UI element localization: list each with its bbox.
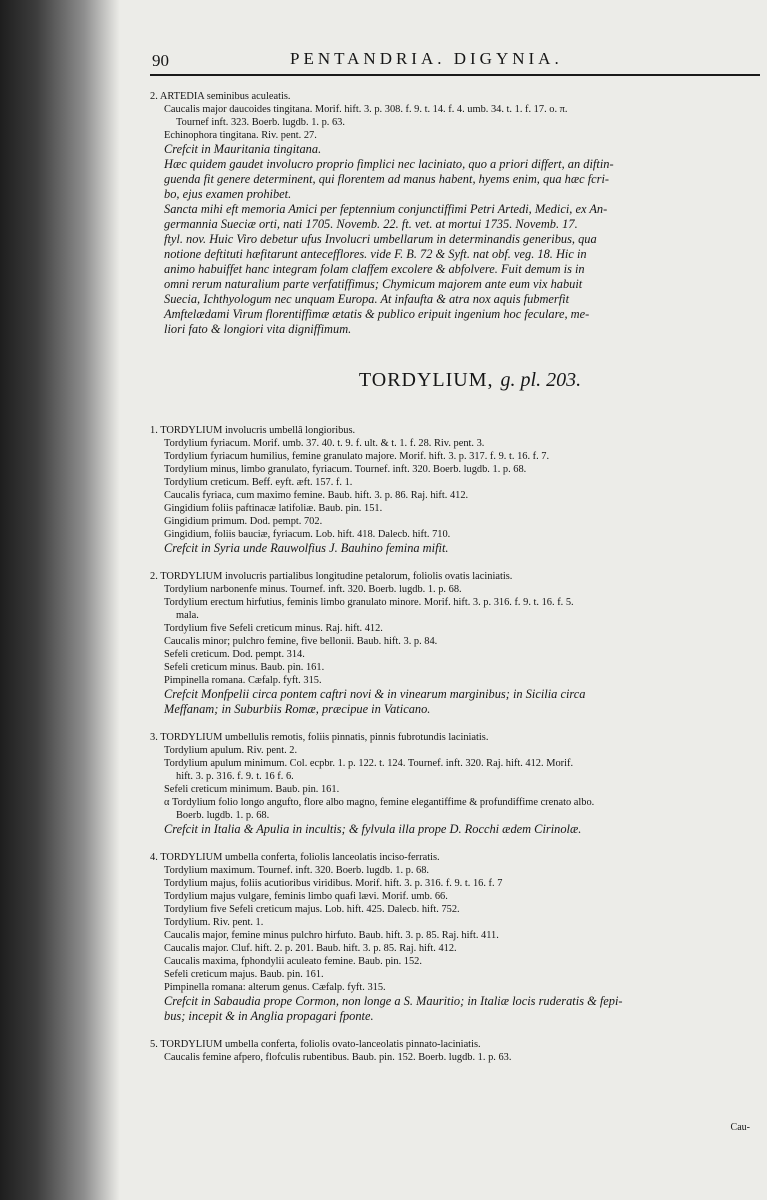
section-title bbox=[150, 369, 760, 392]
synonym-line: Sefeli creticum minus. Baub. pin. 161. bbox=[164, 662, 325, 673]
synonym-line: Tordylium apulum minimum. Col. ecpbr. 1. p. 122. t. 124. Tournef. inft. 320. Raj. hift. 412. Morif. bbox=[164, 758, 574, 769]
synonym-line: Tordylium fyriacum humilius, femine granulato majore. Morif. hift. 3. p. 317. f. 9. t. 16. f. 7. bbox=[164, 451, 550, 462]
genus-reference: g. pl. 203. bbox=[500, 369, 582, 391]
running-title: PENTANDRIA. DIGYNIA. bbox=[290, 49, 563, 68]
synonym-line: Tordylium maximum. Tournef. inft. 320. Boerb. lugdb. 1. p. 68. bbox=[164, 865, 430, 876]
genus-name: TORDYLIUM, bbox=[358, 369, 494, 391]
entry-note: bo, ejus examen prohibet. bbox=[164, 187, 292, 201]
entry-heading: 2. TORDYLIUM involucris partialibus longitudine petalorum, foliolis ovatis laciniatis. bbox=[150, 571, 513, 582]
species-entry bbox=[150, 851, 760, 1024]
synonym-line: Sefeli creticum. Dod. pempt. 314. bbox=[164, 649, 305, 660]
entry-note: animo habuiffet hanc integram folam claffem excolere & abfolvere. Fuit demum is in bbox=[164, 262, 585, 276]
page-content bbox=[150, 45, 760, 1195]
synonym-line: Tordylium. Riv. pent. 1. bbox=[164, 917, 264, 928]
artedia-entry-block bbox=[150, 90, 760, 337]
entry-note: Meffanam; in Suburbiis Romæ, præcipue in Vaticano. bbox=[164, 702, 431, 716]
entry-note: Hæc quidem gaudet involucro proprio fimplici nec laciniato, quo a priori differt, an diftin- bbox=[164, 157, 614, 171]
entry-note: ftyl. nov. Huic Viro debetur ufus Involucri umbellarum in determinandis generibus, qua bbox=[164, 232, 597, 246]
entry-note: Amftelædami Virum florentiffimæ ætatis & publico eripuit ingenium hoc feculare, me- bbox=[164, 307, 590, 321]
species-list bbox=[150, 424, 760, 1064]
synonym-line: Pimpinella romana: alterum genus. Cæfalp. fyft. 315. bbox=[164, 982, 386, 993]
synonym-line: Tordylium erectum hirfutius, feminis limbo granulato minore. Morif. hift. 3. p. 316. f. 9. t. 16. f. 5. bbox=[164, 597, 574, 608]
synonym-line: Tordylium narbonenfe minus. Tournef. inft. 320. Boerb. lugdb. 1. p. 68. bbox=[164, 584, 462, 595]
entry-heading: 4. TORDYLIUM umbella conferta, foliolis lanceolatis inciso-ferratis. bbox=[150, 852, 440, 863]
synonym-line: Sefeli creticum minimum. Baub. pin. 161. bbox=[164, 784, 340, 795]
synonym-line: Caucalis maxima, fphondylii aculeato femine. Baub. pin. 152. bbox=[164, 956, 422, 967]
entry-note: notione deftituti hæfitarunt antecefflores. vide F. B. 72 & Syft. nat obf. veg. 18. Hic in bbox=[164, 247, 587, 261]
synonym-line: α Tordylium folio longo angufto, flore albo magno, femine elegantiffime & profundiffime crenato albo. bbox=[164, 797, 595, 808]
header-rule bbox=[150, 74, 760, 76]
entry-note: Crefcit in Mauritania tingitana. bbox=[164, 142, 322, 156]
entry-heading: 3. TORDYLIUM umbellulis remotis, foliis pinnatis, pinnis fubrotundis laciniatis. bbox=[150, 732, 489, 743]
synonym-line: Gingidium primum. Dod. pempt. 702. bbox=[164, 516, 323, 527]
synonym-line: Tordylium majus vulgare, feminis limbo quafi lævi. Morif. umb. 66. bbox=[164, 891, 448, 902]
species-entry bbox=[150, 424, 760, 556]
species-entry bbox=[150, 570, 760, 717]
synonym-line: Tordylium fyriacum. Morif. umb. 37. 40. t. 9. f. ult. & t. 1. f. 28. Riv. pent. 3. bbox=[164, 438, 485, 449]
synonym-line: Tordylium five Sefeli creticum majus. Lob. hift. 425. Dalecb. hift. 752. bbox=[164, 904, 460, 915]
book-spine-shadow bbox=[0, 0, 120, 1200]
synonym-line: Gingidium foliis paftinacæ latifoliæ. Baub. pin. 151. bbox=[164, 503, 383, 514]
synonym-line: Tordylium apulum. Riv. pent. 2. bbox=[164, 745, 298, 756]
synonym-line: Echinophora tingitana. Riv. pent. 27. bbox=[164, 130, 317, 141]
artedia-entry bbox=[150, 90, 760, 337]
entry-note: omni rerum naturalium parte verfatiffimus; Chymicum majorem ante eum vix habuit bbox=[164, 277, 583, 291]
entry-note: Sancta mihi eft memoria Amici per feptennium conjunctiffimi Petri Artedi, Medici, ex An- bbox=[164, 202, 608, 216]
entry-heading: 5. TORDYLIUM umbella conferta, foliolis ovato-lanceolatis pinnato-laciniatis. bbox=[150, 1039, 481, 1050]
entry-note: liori fato & longiori vita digniffimum. bbox=[164, 322, 352, 336]
entry-note: germannia Sueciæ orti, nati 1705. Novemb. 22. ft. vet. at mortui 1735. Novemb. 17. bbox=[164, 217, 578, 231]
synonym-line: Tordylium majus, foliis acutioribus viridibus. Morif. hift. 3. p. 316. f. 9. t. 16. f. 7 bbox=[164, 878, 503, 889]
entry-note: bus; incepit & in Anglia propagari fponte. bbox=[164, 1009, 374, 1023]
synonym-line: Tordylium five Sefeli creticum minus. Raj. hift. 412. bbox=[164, 623, 383, 634]
species-entry bbox=[150, 1038, 760, 1064]
entry-note: Crefcit in Syria unde Rauwolfius J. Bauhino femina mifit. bbox=[164, 541, 449, 555]
page-header bbox=[150, 45, 760, 73]
synonym-line: Boerb. lugdb. 1. p. 68. bbox=[176, 810, 270, 821]
synonym-line: Sefeli creticum majus. Baub. pin. 161. bbox=[164, 969, 324, 980]
catchword: Cau- bbox=[730, 1122, 750, 1133]
entry-heading: 1. TORDYLIUM involucris umbellâ longioribus. bbox=[150, 425, 356, 436]
species-entry bbox=[150, 731, 760, 837]
synonym-line: Caucalis fyriaca, cum maximo femine. Baub. hift. 3. p. 86. Raj. hift. 412. bbox=[164, 490, 469, 501]
synonym-line: Tordylium minus, limbo granulato, fyriacum. Tournef. inft. 320. Boerb. lugdb. 1. p. 68. bbox=[164, 464, 527, 475]
synonym-line: Tordylium creticum. Beff. eyft. æft. 157. f. 1. bbox=[164, 477, 353, 488]
synonym-line: Pimpinella romana. Cæfalp. fyft. 315. bbox=[164, 675, 322, 686]
synonym-line: mala. bbox=[176, 610, 199, 621]
entry-note: Suecia, Ichthyologum nec unquam Europa. At infaufta & atra nox aquis fubmerfit bbox=[164, 292, 570, 306]
synonym-line: hift. 3. p. 316. f. 9. t. 16 f. 6. bbox=[176, 771, 294, 782]
synonym-line: Caucalis minor; pulchro femine, five bellonii. Baub. hift. 3. p. 84. bbox=[164, 636, 438, 647]
synonym-line: Tournef inft. 323. Boerb. lugdb. 1. p. 63. bbox=[176, 117, 345, 128]
synonym-line: Caucalis major. Cluf. hift. 2. p. 201. Baub. hift. 3. p. 85. Raj. hift. 412. bbox=[164, 943, 457, 954]
synonym-line: Caucalis major, femine minus pulchro hirfuto. Baub. hift. 3. p. 85. Raj. hift. 411. bbox=[164, 930, 499, 941]
synonym-line: Caucalis femine afpero, flofculis rubentibus. Baub. pin. 152. Boerb. lugdb. 1. p. 63. bbox=[164, 1052, 512, 1063]
synonym-line: Caucalis major daucoides tingitana. Morif. hift. 3. p. 308. f. 9. t. 14. f. 4. umb. 34. t. 1. f. 17. o. π. bbox=[164, 104, 568, 115]
entry-note: Crefcit in Sabaudia prope Cormon, non longe a S. Mauritio; in Italiæ locis ruderatis & fepi- bbox=[164, 994, 623, 1008]
entry-note: Crefcit in Italia & Apulia in incultis; & fylvula illa prope D. Rocchi ædem Cirinolæ. bbox=[164, 822, 582, 836]
page-number: 90 bbox=[152, 51, 169, 70]
entry-heading: 2. ARTEDIA seminibus aculeatis. bbox=[150, 91, 291, 102]
entry-note: guenda fit genere determinent, qui florentem ad manus habent, hyems enim, qua hæc fcri- bbox=[164, 172, 610, 186]
synonym-line: Gingidium, foliis bauciæ, fyriacum. Lob. hift. 418. Dalecb. hift. 710. bbox=[164, 529, 451, 540]
entry-note: Crefcit Monfpelii circa pontem caftri novi & in vinearum marginibus; in Sicilia circa bbox=[164, 687, 586, 701]
